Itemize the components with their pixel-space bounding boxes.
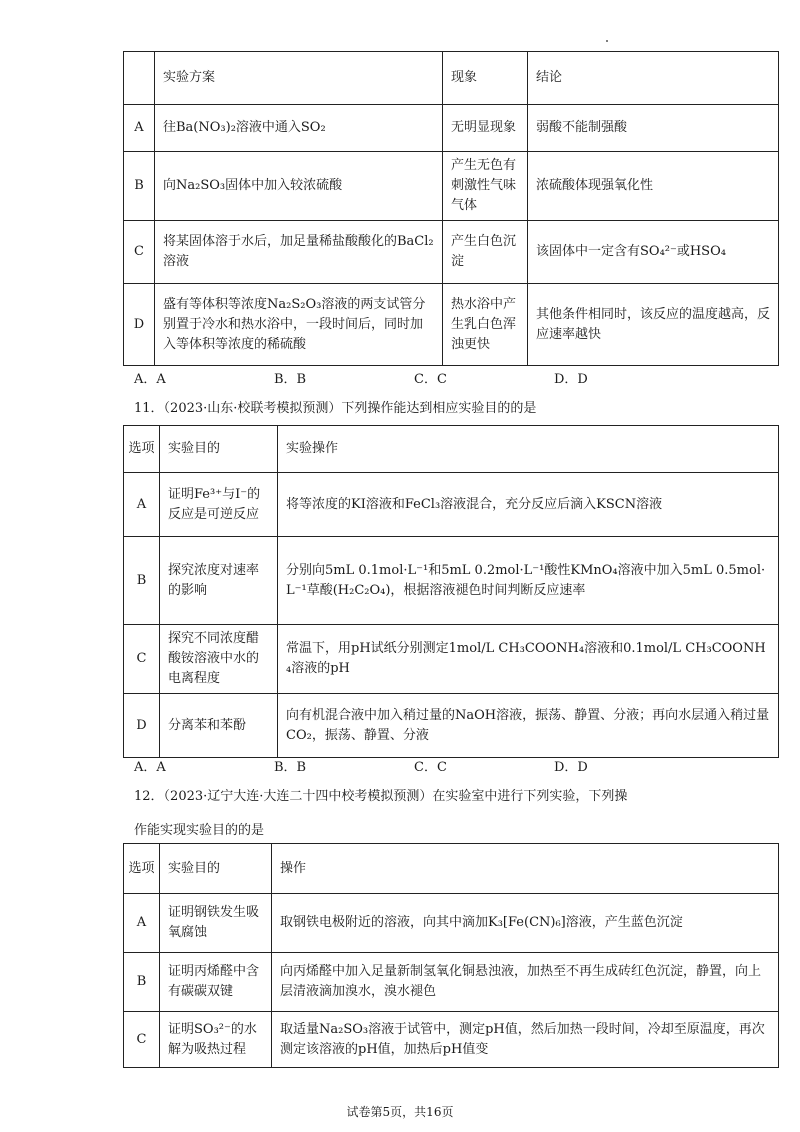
table-row: [124, 105, 779, 152]
operation-cell: 向丙烯醛中加入足量新制氢氧化铜悬浊液，加热至不再生成砖红色沉淀，静置，向上层清液滴加溴水，溴水褪色: [272, 953, 779, 1012]
row-label: A: [124, 473, 160, 537]
page-footer: 试卷第5页，共16页: [346, 1105, 454, 1119]
table-row: [124, 152, 779, 221]
table-row: [124, 221, 779, 284]
header-cell: 选项: [124, 844, 160, 894]
goal-cell: 证明Fe³⁺与I⁻的反应是可逆反应: [160, 473, 278, 537]
header-cell: 实验目的: [160, 844, 272, 894]
option-a[interactable]: A．A: [134, 760, 166, 775]
operation-cell: 向有机混合液中加入稍过量的NaOH溶液，振荡、静置、分液；再向水层通入稍过量CO₂，振荡、静置、分液: [278, 694, 779, 758]
goal-cell: 证明丙烯醛中含有碳碳双键: [160, 953, 272, 1012]
plan-cell: 盛有等体积等浓度Na₂S₂O₃溶液的两支试管分别置于冷水和热水浴中，一段时间后，同时加入等体积等浓度的稀硫酸: [155, 284, 443, 366]
goal-cell: 证明SO₃²⁻的水解为吸热过程: [160, 1012, 272, 1068]
table-row: [124, 953, 779, 1012]
plan-cell: 将某固体溶于水后，加足量稀盐酸酸化的BaCl₂溶液: [155, 221, 443, 284]
row-label: A: [124, 894, 160, 953]
table-row: [124, 537, 779, 625]
goal-cell: 证明钢铁发生吸氧腐蚀: [160, 894, 272, 953]
operation-cell: 常温下，用pH试纸分别测定1mol/L CH₃COONH₄溶液和0.1mol/L CH₃COONH₄溶液的pH: [278, 625, 779, 694]
q12-table: [123, 843, 779, 1068]
row-label: B: [124, 953, 160, 1012]
row-label: C: [124, 625, 160, 694]
q11-options: [134, 756, 588, 775]
operation-cell: 分别向5mL 0.1mol·L⁻¹和5mL 0.2mol·L⁻¹酸性KMnO₄溶液中加入5mL 0.5mol·L⁻¹草酸(H₂C₂O₄)，根据溶液褪色时间判断反应速率: [278, 537, 779, 625]
row-label: B: [124, 152, 155, 221]
option-d[interactable]: D．D: [554, 372, 588, 387]
option-c[interactable]: C．C: [414, 372, 447, 387]
conclusion-cell: 该固体中一定含有SO₄²⁻或HSO₄: [528, 221, 779, 284]
table-row: [124, 694, 779, 758]
option-b[interactable]: B．B: [274, 760, 307, 775]
table-header-row: [124, 52, 779, 105]
table-row: [124, 284, 779, 366]
operation-cell: 取钢铁电极附近的溶液，向其中滴加K₃[Fe(CN)₆]溶液，产生蓝色沉淀: [272, 894, 779, 953]
phenomenon-cell: 热水浴中产生乳白色浑浊更快: [443, 284, 528, 366]
conclusion-cell: 弱酸不能制强酸: [528, 105, 779, 152]
table-header-row: [124, 844, 779, 894]
plan-cell: 往Ba(NO₃)₂溶液中通入SO₂: [155, 105, 443, 152]
table-row: [124, 1012, 779, 1068]
table-header-row: [124, 426, 779, 473]
header-cell: 现象: [443, 52, 528, 105]
row-label: D: [124, 694, 160, 758]
q10-table: [123, 51, 779, 366]
option-a[interactable]: A．A: [134, 372, 166, 387]
header-cell: 实验方案: [155, 52, 443, 105]
q11-table: [123, 425, 779, 758]
table-row: [124, 894, 779, 953]
q11-stem: 11．（2023·山东·校联考模拟预测）下列操作能达到相应实验目的的是: [134, 401, 537, 416]
option-d[interactable]: D．D: [554, 760, 588, 775]
row-label: C: [124, 1012, 160, 1068]
q10-options: [134, 368, 588, 387]
q12-stem-line2: 作能实现实验目的的是: [134, 823, 265, 838]
phenomenon-cell: 无明显现象: [443, 105, 528, 152]
operation-cell: 取适量Na₂SO₃溶液于试管中，测定pH值，然后加热一段时间，冷却至原温度，再次测定该溶液的pH值，加热后pH值变: [272, 1012, 779, 1068]
header-cell: 操作: [272, 844, 779, 894]
header-cell: 结论: [528, 52, 779, 105]
header-cell: 选项: [124, 426, 160, 473]
goal-cell: 探究不同浓度醋酸铵溶液中水的电离程度: [160, 625, 278, 694]
goal-cell: 探究浓度对速率的影响: [160, 537, 278, 625]
option-c[interactable]: C．C: [414, 760, 447, 775]
option-b[interactable]: B．B: [274, 372, 307, 387]
header-cell: 实验目的: [160, 426, 278, 473]
phenomenon-cell: 产生无色有刺激性气味气体: [443, 152, 528, 221]
plan-cell: 向Na₂SO₃固体中加入较浓硫酸: [155, 152, 443, 221]
phenomenon-cell: 产生白色沉淀: [443, 221, 528, 284]
row-label: A: [124, 105, 155, 152]
conclusion-cell: 浓硫酸体现强氧化性: [528, 152, 779, 221]
table-row: [124, 473, 779, 537]
row-label: D: [124, 284, 155, 366]
conclusion-cell: 其他条件相同时，该反应的温度越高，反应速率越快: [528, 284, 779, 366]
row-label: B: [124, 537, 160, 625]
operation-cell: 将等浓度的KI溶液和FeCl₃溶液混合，充分反应后滴入KSCN溶液: [278, 473, 779, 537]
scan-dot: [606, 40, 608, 42]
table-row: [124, 625, 779, 694]
row-label: C: [124, 221, 155, 284]
header-cell: [124, 52, 155, 105]
header-cell: 实验操作: [278, 426, 779, 473]
goal-cell: 分离苯和苯酚: [160, 694, 278, 758]
q12-stem-line1: 12．（2023·辽宁大连·大连二十四中校考模拟预测）在实验室中进行下列实验，下列操: [134, 789, 628, 804]
